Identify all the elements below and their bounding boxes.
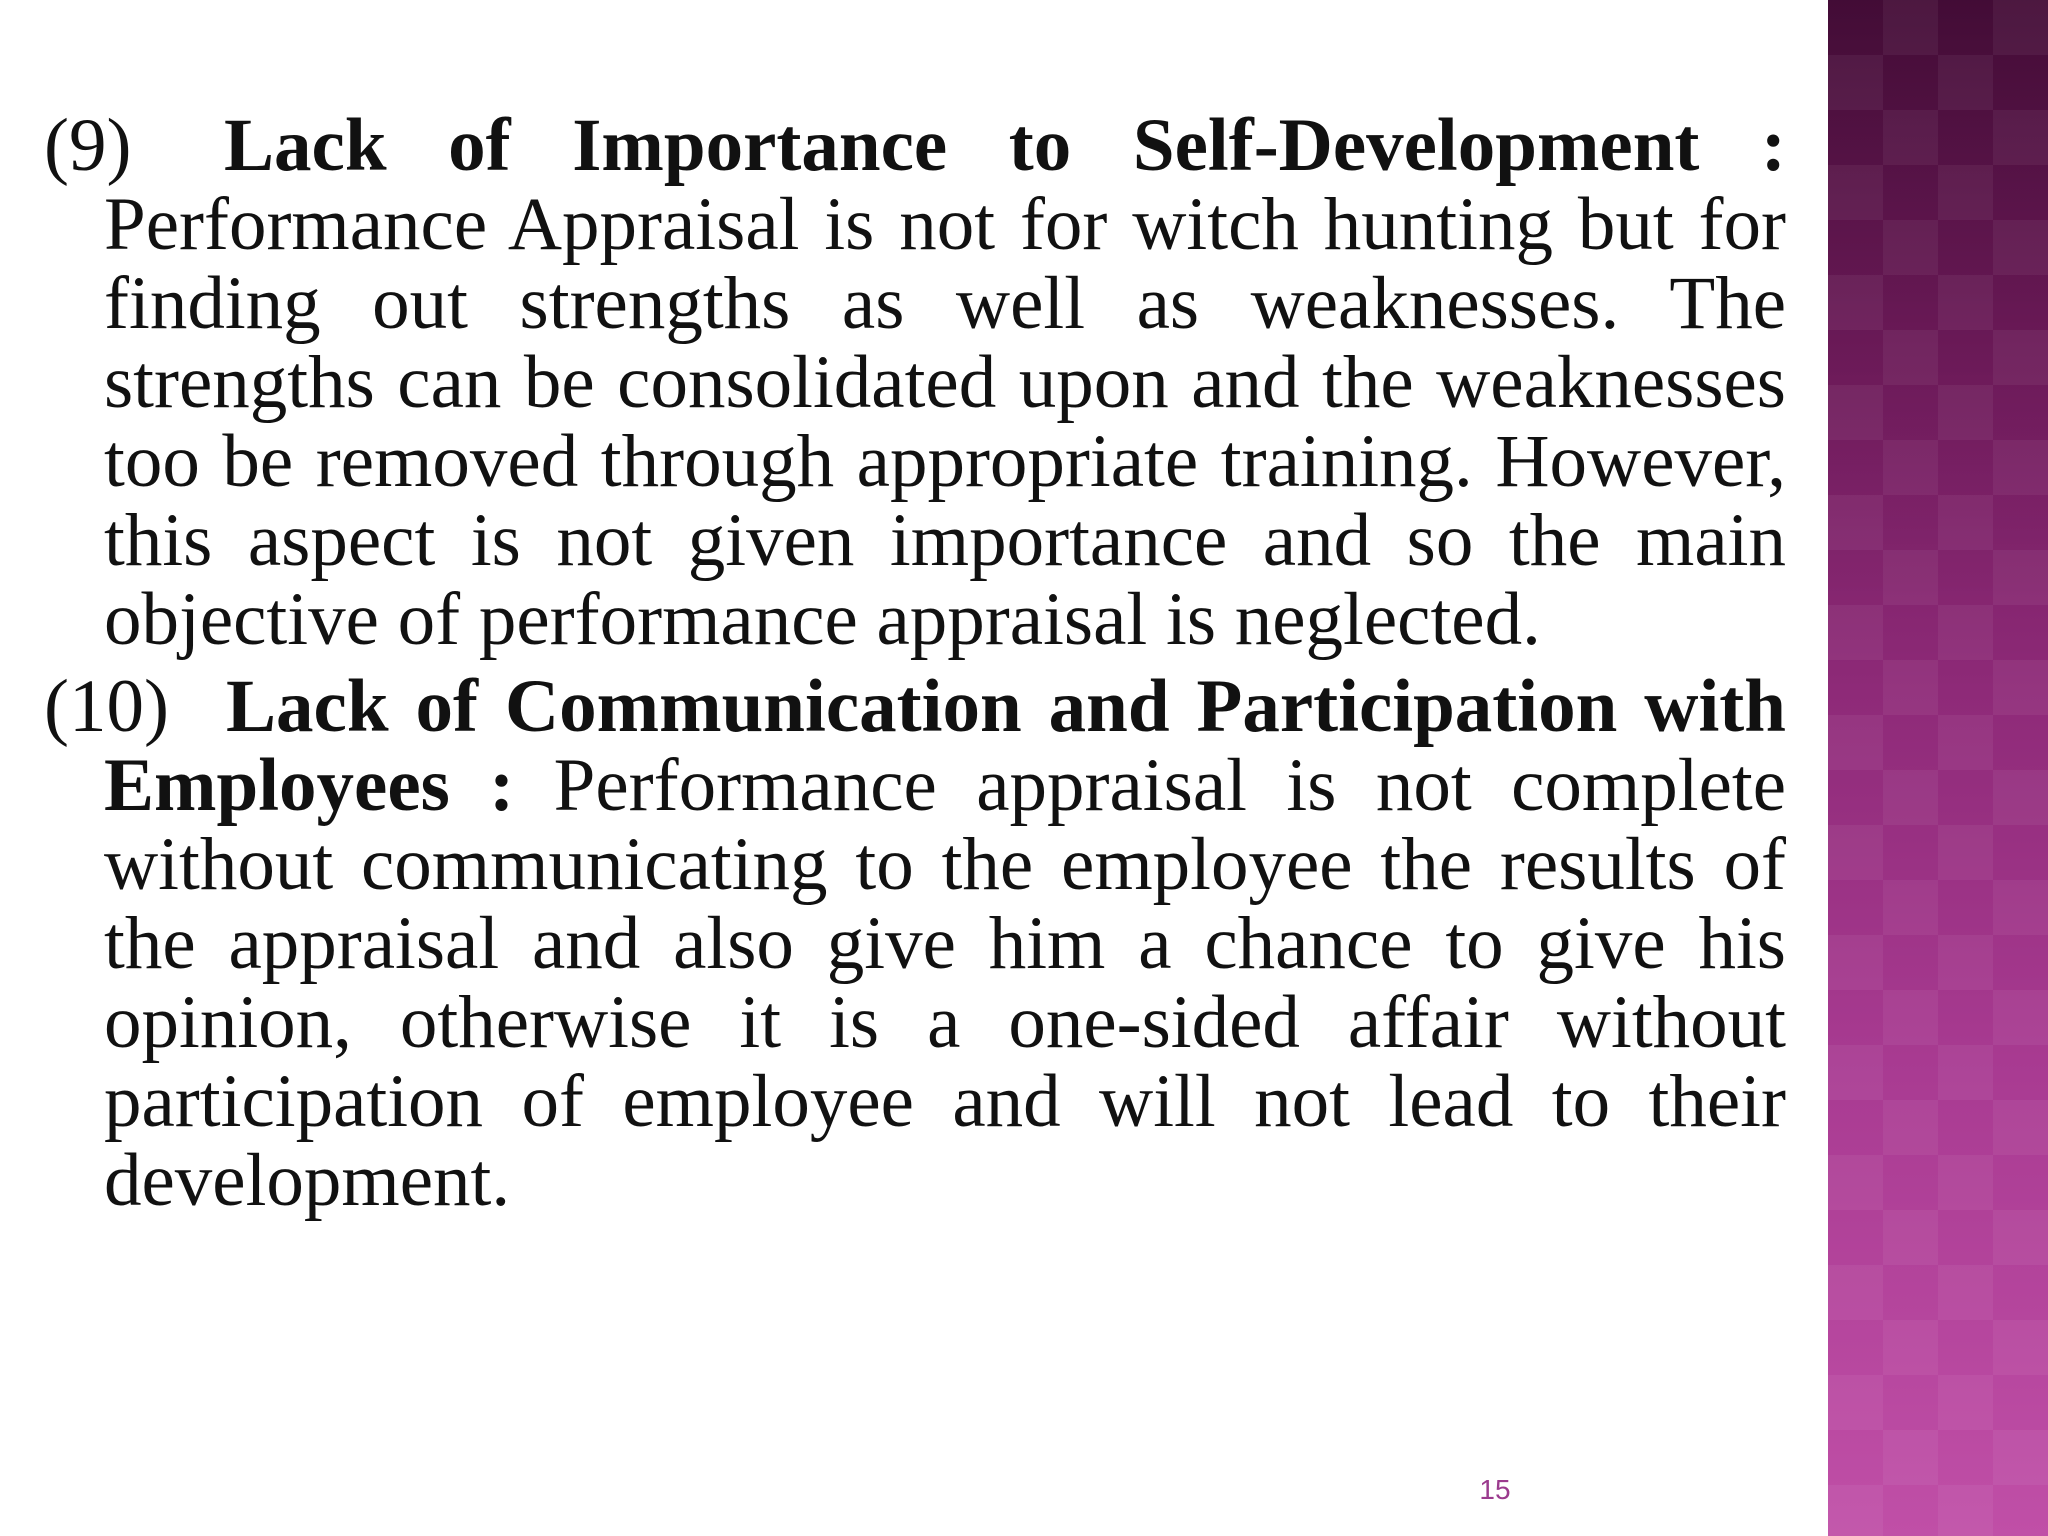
decorative-side-panel — [1828, 0, 2048, 1536]
point-10 — [44, 667, 1786, 1220]
point-9-body: Performance Appraisal is not for witch hunting but for finding out strengths as well as weaknesses. The strengths can be consolidated upon and the weaknesses too be removed through appropriate training. However, this aspect is not given importance and so the main objective of performance appraisal is neglected. — [104, 183, 1786, 661]
point-9 — [44, 106, 1786, 659]
point-10-body: Performance appraisal is not complete without communicating to the employee the results of the appraisal and also give him a chance to give his opinion, otherwise it is a one-sided affair without participation of employee and will not lead to their development. — [104, 744, 1786, 1222]
slide-body — [44, 106, 1786, 1228]
point-10-heading: Lack of Communication and Participation with Employees : — [104, 665, 1786, 827]
point-9-number: (9) — [44, 104, 132, 187]
point-9-heading: Lack of Importance to Self-Development : — [224, 104, 1786, 187]
page-number: 15 — [1479, 1474, 1511, 1505]
diamond-pattern — [1828, 0, 2048, 1536]
point-10-number: (10) — [44, 665, 169, 748]
